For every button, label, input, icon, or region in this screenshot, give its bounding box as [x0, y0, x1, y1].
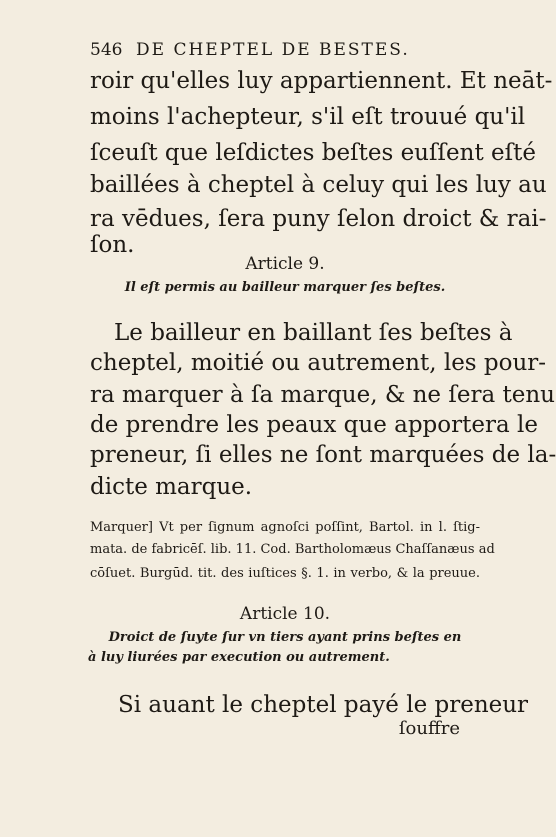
- page-number: 546: [90, 40, 123, 60]
- catchword: ſouffre: [398, 718, 460, 739]
- text-line: baillées à cheptel à celuy qui les luy au: [90, 172, 547, 198]
- marginal-note-line: mata. de fabricēſ. lib. 11. Cod. Bartholomæus Chaſſanæus ad: [90, 542, 495, 557]
- running-title: DE CHEPTEL DE BESTES.: [136, 40, 410, 60]
- article-summary: Droict de ſuyte ſur vn tiers ayant prins beſtes en: [108, 630, 462, 645]
- marginal-note-line: Marquer] Vt per ſignum agnoſci poſſint, Bartol. in l. ſtig-: [90, 520, 480, 535]
- text-line: moins l'achepteur, s'il eſt trouué qu'il: [90, 104, 526, 130]
- marginal-note-line: cōſuet. Burgūd. tit. des iuſtices §. 1. in verbo, & la preuue.: [90, 566, 480, 581]
- running-header: [90, 40, 480, 60]
- text-line: ra vēdues, ſera puny ſelon droict & rai-: [90, 206, 547, 232]
- article-summary: à luy liurées par execution ou autrement.: [88, 650, 390, 665]
- text-line: de prendre les peaux que apportera le: [90, 412, 538, 438]
- text-line: dicte marque.: [90, 474, 253, 500]
- article-heading: Article 9.: [245, 254, 325, 274]
- text-line: ra marquer à ſa marque, & ne ſera tenu: [90, 382, 555, 408]
- text-line: Le bailleur en baillant ſes beſtes à: [114, 320, 513, 346]
- text-line: preneur, ſi elles ne ſont marquées de la-: [90, 442, 556, 468]
- text-line: ſon.: [90, 232, 135, 258]
- text-line: Si auant le cheptel payé le preneur: [118, 692, 529, 718]
- article-heading: Article 10.: [239, 604, 331, 624]
- article-summary: Il eſt permis au bailleur marquer ſes beſtes.: [124, 280, 446, 295]
- text-line: cheptel, moitié ou autrement, les pour-: [90, 350, 547, 376]
- text-line: roir qu'elles luy appartiennent. Et neāt-: [90, 68, 553, 94]
- text-line: ſceuſt que leſdictes beſtes euſſent eſté: [90, 140, 536, 166]
